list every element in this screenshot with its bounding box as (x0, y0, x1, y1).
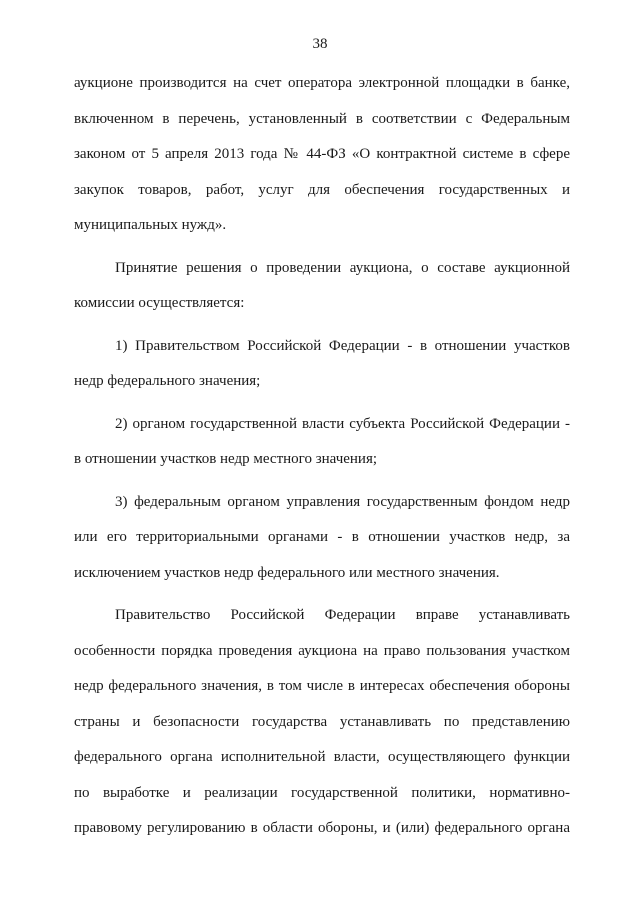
text-line: аукционе производится на счет оператора электронной площадки в банке, (74, 75, 570, 91)
text-line: закупок товаров, работ, услуг для обеспечения государственных и (74, 181, 570, 198)
text-line: по выработке и реализации государственной политики, нормативно- (74, 784, 570, 801)
text-line: включенном в перечень, установленный в соответствии с Федеральным (74, 110, 570, 127)
text-line: исключением участков недр федерального или местного значения. (74, 564, 500, 581)
text-line: недр федерального значения, в том числе в интересах обеспечения обороны (74, 678, 570, 694)
paragraph-payment-account (74, 66, 570, 244)
text-line: 2) органом государственной власти субъекта Российской Федерации - (115, 415, 570, 432)
paragraph-item-3 (74, 485, 570, 592)
text-line: страны и безопасности государства устанавливать по представлению (74, 713, 570, 730)
text-line: муниципальных нужд». (74, 217, 227, 233)
text-line: правовому регулированию в области обороны, и (или) федерального органа (74, 820, 570, 836)
text-line: законом от 5 апреля 2013 года № 44-ФЗ «О контрактной системе в сфере (74, 146, 570, 162)
document-body (74, 66, 570, 847)
paragraph-decision-making (74, 251, 570, 322)
paragraph-item-2 (74, 407, 570, 478)
text-line: федерального органа исполнительной власти, осуществляющего функции (74, 749, 570, 765)
text-line: особенности порядка проведения аукциона на право пользования участком (74, 642, 570, 659)
text-line: или его территориальными органами - в отношении участков недр, за (74, 529, 570, 545)
text-line: комиссии осуществляется: (74, 295, 245, 311)
paragraph-item-1 (74, 329, 570, 400)
text-line: 3) федеральным органом управления государственным фондом недр (115, 493, 570, 510)
text-line: в отношении участков недр местного значения; (74, 451, 378, 467)
text-line: Принятие решения о проведении аукциона, о составе аукционной (115, 259, 570, 276)
paragraph-government-rights (74, 598, 570, 847)
text-line: 1) Правительством Российской Федерации - в отношении участков (115, 337, 570, 354)
text-line: недр федерального значения; (74, 373, 261, 389)
page-number: 38 (312, 36, 328, 52)
text-line: Правительство Российской Федерации вправе устанавливать (115, 607, 570, 623)
